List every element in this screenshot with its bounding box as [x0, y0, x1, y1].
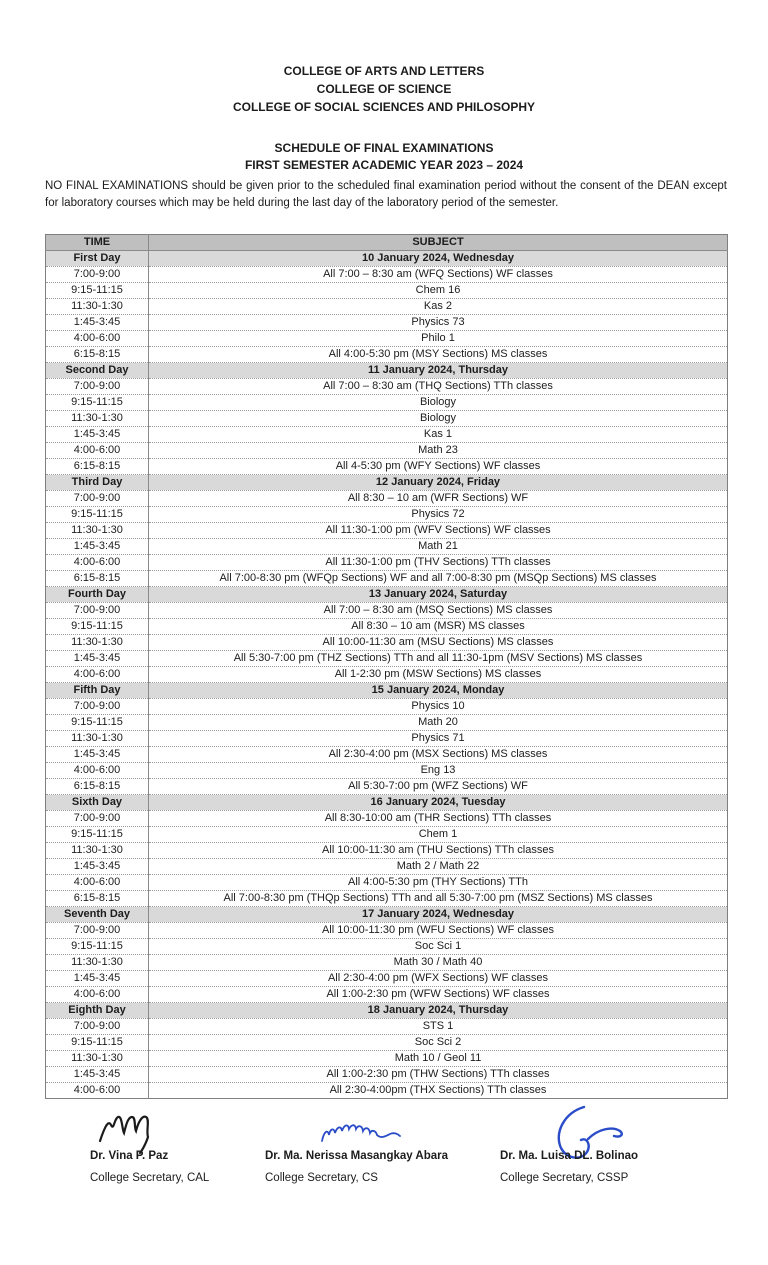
day-header-row [46, 587, 728, 603]
exam-schedule-table [45, 234, 728, 1099]
exam-row [46, 1083, 728, 1099]
exam-row [46, 571, 728, 587]
exam-row [46, 635, 728, 651]
day-header-row [46, 475, 728, 491]
time-cell: 4:00-6:00 [46, 331, 149, 347]
exam-row [46, 811, 728, 827]
day-label: Eighth Day [46, 1003, 149, 1019]
signature-abara [265, 1109, 500, 1149]
subject-cell: Soc Sci 2 [149, 1035, 728, 1051]
time-cell: 7:00-9:00 [46, 603, 149, 619]
subject-cell: Math 21 [149, 539, 728, 555]
subject-cell: Chem 16 [149, 283, 728, 299]
subject-cell: Eng 13 [149, 763, 728, 779]
exam-row [46, 283, 728, 299]
exam-row [46, 267, 728, 283]
exam-row [46, 331, 728, 347]
subject-cell: STS 1 [149, 1019, 728, 1035]
day-date: 10 January 2024, Wednesday [149, 251, 728, 267]
college-line-2: COLLEGE OF SCIENCE [316, 82, 452, 96]
exam-row [46, 507, 728, 523]
day-label: Sixth Day [46, 795, 149, 811]
subject-cell: All 7:00-8:30 pm (THQp Sections) TTh and all 5:30-7:00 pm (MSZ Sections) MS classes [149, 891, 728, 907]
time-cell: 9:15-11:15 [46, 939, 149, 955]
subject-cell: Kas 1 [149, 427, 728, 443]
subject-cell: Soc Sci 1 [149, 939, 728, 955]
subject-cell: All 2:30-4:00 pm (MSX Sections) MS classes [149, 747, 728, 763]
subject-cell: All 2:30-4:00 pm (WFX Sections) WF classes [149, 971, 728, 987]
subject-cell: All 11:30-1:00 pm (THV Sections) TTh classes [149, 555, 728, 571]
exam-policy-note: NO FINAL EXAMINATIONS should be given prior to the scheduled final examination period without the consent of the DEAN except for laboratory courses which may be held during the last day of the laboratory period of the semester. [45, 180, 727, 209]
exam-row [46, 427, 728, 443]
subject-cell: Kas 2 [149, 299, 728, 315]
subject-cell: All 8:30-10:00 am (THR Sections) TTh classes [149, 811, 728, 827]
exam-row [46, 459, 728, 475]
time-cell: 7:00-9:00 [46, 267, 149, 283]
day-label: Third Day [46, 475, 149, 491]
subject-cell: All 4-5:30 pm (WFY Sections) WF classes [149, 459, 728, 475]
time-cell: 11:30-1:30 [46, 411, 149, 427]
day-date: 16 January 2024, Tuesday [149, 795, 728, 811]
time-cell: 6:15-8:15 [46, 459, 149, 475]
time-cell: 9:15-11:15 [46, 827, 149, 843]
time-cell: 6:15-8:15 [46, 779, 149, 795]
day-header-row [46, 683, 728, 699]
subject-cell: All 1:00-2:30 pm (THW Sections) TTh classes [149, 1067, 728, 1083]
exam-row [46, 651, 728, 667]
subject-cell: Biology [149, 395, 728, 411]
signatory-title: College Secretary, CAL [90, 1172, 210, 1184]
subject-cell: All 8:30 – 10 am (WFR Sections) WF [149, 491, 728, 507]
exam-table-body [46, 251, 728, 1099]
time-cell: 11:30-1:30 [46, 1051, 149, 1067]
exam-row [46, 987, 728, 1003]
day-label: Second Day [46, 363, 149, 379]
day-label: Fourth Day [46, 587, 149, 603]
time-cell: 1:45-3:45 [46, 539, 149, 555]
signatory-title: College Secretary, CSSP [500, 1172, 629, 1184]
subject-cell: All 1:00-2:30 pm (WFW Sections) WF classes [149, 987, 728, 1003]
subject-cell: All 7:00 – 8:30 am (THQ Sections) TTh classes [149, 379, 728, 395]
time-cell: 9:15-11:15 [46, 283, 149, 299]
exam-row [46, 923, 728, 939]
college-line-3: COLLEGE OF SOCIAL SCIENCES AND PHILOSOPHY [232, 100, 536, 114]
college-header [0, 0, 768, 116]
time-cell: 4:00-6:00 [46, 443, 149, 459]
signatory-paz [90, 1109, 265, 1185]
time-cell: 7:00-9:00 [46, 699, 149, 715]
subject-cell: Chem 1 [149, 827, 728, 843]
day-header-row [46, 795, 728, 811]
subject-cell: All 10:00-11:30 am (MSU Sections) MS classes [149, 635, 728, 651]
exam-row [46, 971, 728, 987]
time-cell: 11:30-1:30 [46, 955, 149, 971]
exam-row [46, 699, 728, 715]
day-date: 15 January 2024, Monday [149, 683, 728, 699]
subject-column-header: SUBJECT [149, 235, 728, 251]
subject-cell: Math 23 [149, 443, 728, 459]
signature-paz [90, 1109, 265, 1149]
exam-row [46, 603, 728, 619]
time-cell: 7:00-9:00 [46, 923, 149, 939]
signatory-name: Dr. Ma. Luisa DL. Bolinao [500, 1150, 639, 1162]
subject-cell: All 7:00-8:30 pm (WFQp Sections) WF and all 7:00-8:30 pm (MSQp Sections) MS classes [149, 571, 728, 587]
exam-row [46, 667, 728, 683]
subject-cell: Math 20 [149, 715, 728, 731]
exam-row [46, 1019, 728, 1035]
exam-row [46, 299, 728, 315]
subject-cell: All 4:00-5:30 pm (MSY Sections) MS classes [149, 347, 728, 363]
exam-row [46, 763, 728, 779]
subject-cell: Math 10 / Geol 11 [149, 1051, 728, 1067]
exam-row [46, 523, 728, 539]
subject-cell: Physics 10 [149, 699, 728, 715]
subject-cell: All 5:30-7:00 pm (WFZ Sections) WF [149, 779, 728, 795]
subject-cell: All 4:00-5:30 pm (THY Sections) TTh [149, 875, 728, 891]
exam-row [46, 955, 728, 971]
time-cell: 11:30-1:30 [46, 523, 149, 539]
exam-row [46, 379, 728, 395]
day-label: Seventh Day [46, 907, 149, 923]
signatory-title: College Secretary, CS [265, 1172, 378, 1184]
exam-row [46, 443, 728, 459]
title-line-2: FIRST SEMESTER ACADEMIC YEAR 2023 – 2024 [244, 158, 524, 172]
subject-cell: All 10:00-11:30 am (THU Sections) TTh classes [149, 843, 728, 859]
exam-row [46, 859, 728, 875]
time-cell: 6:15-8:15 [46, 571, 149, 587]
subject-cell: All 5:30-7:00 pm (THZ Sections) TTh and all 11:30-1pm (MSV Sections) MS classes [149, 651, 728, 667]
subject-cell: Math 2 / Math 22 [149, 859, 728, 875]
time-cell: 7:00-9:00 [46, 379, 149, 395]
time-cell: 4:00-6:00 [46, 987, 149, 1003]
exam-row [46, 491, 728, 507]
time-cell: 1:45-3:45 [46, 747, 149, 763]
time-cell: 1:45-3:45 [46, 315, 149, 331]
subject-cell: Philo 1 [149, 331, 728, 347]
document-title [0, 140, 768, 174]
day-date: 12 January 2024, Friday [149, 475, 728, 491]
subject-cell: All 7:00 – 8:30 am (WFQ Sections) WF classes [149, 267, 728, 283]
day-header-row [46, 363, 728, 379]
signatory-bolinao [500, 1109, 638, 1185]
exam-row [46, 875, 728, 891]
day-header-row [46, 907, 728, 923]
exam-row [46, 555, 728, 571]
subject-cell: All 10:00-11:30 pm (WFU Sections) WF classes [149, 923, 728, 939]
day-header-row [46, 251, 728, 267]
time-cell: 7:00-9:00 [46, 491, 149, 507]
title-line-1: SCHEDULE OF FINAL EXAMINATIONS [274, 141, 494, 155]
day-date: 13 January 2024, Saturday [149, 587, 728, 603]
signature-ink-icon [320, 1119, 402, 1147]
exam-row [46, 827, 728, 843]
exam-row [46, 1035, 728, 1051]
time-cell: 9:15-11:15 [46, 715, 149, 731]
time-cell: 9:15-11:15 [46, 507, 149, 523]
subject-cell: Physics 72 [149, 507, 728, 523]
day-header-row [46, 1003, 728, 1019]
exam-row [46, 715, 728, 731]
time-cell: 11:30-1:30 [46, 299, 149, 315]
subject-cell: Physics 73 [149, 315, 728, 331]
exam-row [46, 395, 728, 411]
subject-cell: All 7:00 – 8:30 am (MSQ Sections) MS classes [149, 603, 728, 619]
time-cell: 11:30-1:30 [46, 635, 149, 651]
table-header-row [46, 235, 728, 251]
subject-cell: Biology [149, 411, 728, 427]
exam-row [46, 731, 728, 747]
time-cell: 1:45-3:45 [46, 971, 149, 987]
time-cell: 11:30-1:30 [46, 731, 149, 747]
time-cell: 4:00-6:00 [46, 667, 149, 683]
day-date: 18 January 2024, Thursday [149, 1003, 728, 1019]
college-line-1: COLLEGE OF ARTS AND LETTERS [283, 64, 485, 78]
exam-row [46, 411, 728, 427]
time-cell: 1:45-3:45 [46, 651, 149, 667]
time-cell: 4:00-6:00 [46, 555, 149, 571]
time-cell: 9:15-11:15 [46, 619, 149, 635]
time-cell: 1:45-3:45 [46, 859, 149, 875]
day-date: 11 January 2024, Thursday [149, 363, 728, 379]
signatory-abara [265, 1109, 500, 1185]
exam-row [46, 347, 728, 363]
time-cell: 11:30-1:30 [46, 843, 149, 859]
exam-row [46, 747, 728, 763]
signatory-name: Dr. Vina P. Paz [90, 1150, 169, 1162]
signature-bolinao [500, 1109, 638, 1149]
subject-cell: All 11:30-1:00 pm (WFV Sections) WF classes [149, 523, 728, 539]
time-cell: 1:45-3:45 [46, 427, 149, 443]
exam-row [46, 539, 728, 555]
signatory-name: Dr. Ma. Nerissa Masangkay Abara [265, 1150, 449, 1162]
exam-row [46, 315, 728, 331]
time-cell: 9:15-11:15 [46, 395, 149, 411]
day-label: First Day [46, 251, 149, 267]
time-cell: 4:00-6:00 [46, 763, 149, 779]
exam-row [46, 1067, 728, 1083]
time-column-header: TIME [46, 235, 149, 251]
subject-cell: All 1-2:30 pm (MSW Sections) MS classes [149, 667, 728, 683]
subject-cell: All 2:30-4:00pm (THX Sections) TTh classes [149, 1083, 728, 1099]
exam-row [46, 939, 728, 955]
time-cell: 1:45-3:45 [46, 1067, 149, 1083]
subject-cell: Physics 71 [149, 731, 728, 747]
time-cell: 4:00-6:00 [46, 875, 149, 891]
time-cell: 6:15-8:15 [46, 891, 149, 907]
time-cell: 6:15-8:15 [46, 347, 149, 363]
exam-row [46, 779, 728, 795]
time-cell: 7:00-9:00 [46, 811, 149, 827]
time-cell: 4:00-6:00 [46, 1083, 149, 1099]
exam-row [46, 619, 728, 635]
time-cell: 9:15-11:15 [46, 1035, 149, 1051]
time-cell: 7:00-9:00 [46, 1019, 149, 1035]
exam-row [46, 891, 728, 907]
exam-row [46, 1051, 728, 1067]
exam-row [46, 843, 728, 859]
signatories [90, 1109, 768, 1185]
day-label: Fifth Day [46, 683, 149, 699]
subject-cell: All 8:30 – 10 am (MSR) MS classes [149, 619, 728, 635]
subject-cell: Math 30 / Math 40 [149, 955, 728, 971]
day-date: 17 January 2024, Wednesday [149, 907, 728, 923]
